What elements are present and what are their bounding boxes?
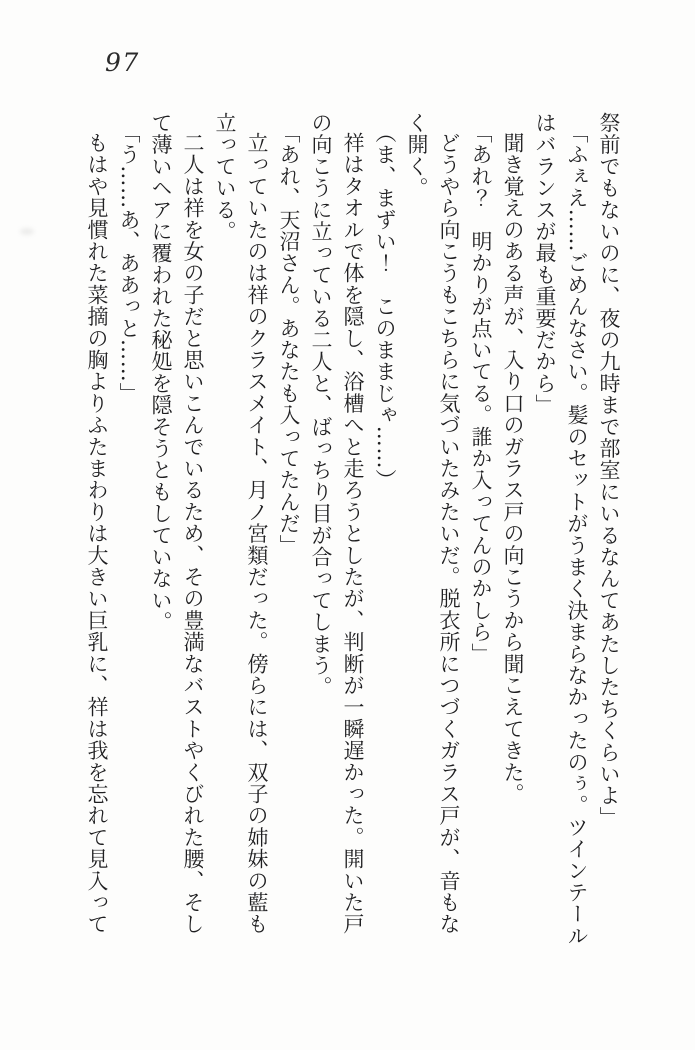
page-number: 97 [105, 48, 140, 77]
scan-smudge [20, 228, 34, 235]
text-line: もはや見慣れた菜摘の胸よりふたまわりは大きい巨乳に、祥は我を忘れて見入って [85, 132, 109, 935]
vertical-text-block [80, 112, 625, 957]
text-line: 「あれ、天沼さん。あなたも入ってたんだ」 [277, 122, 301, 556]
text-line: どうやら向こうもこちらに気づいたみたいだ。脱衣所につづくガラス戸が、音もな [437, 132, 461, 935]
text-line: 二人は祥を女の子だと思いこんでいるため、その豊満なバストやくびれた腰、そし [181, 132, 205, 935]
text-line: 立っている。 [213, 112, 237, 243]
text-line: 「ふぇえ……ごめんなさい。髪のセットがうまく決まらなかったのぅ。ツインテール [565, 122, 589, 947]
text-line: 立っていたのは祥のクラスメイト、月ノ宮類だった。傍らには、双子の姉妹の藍も [245, 132, 269, 935]
text-line: の向こうに立っている二人と、ばっちり目が合ってしまう。 [309, 112, 333, 698]
text-line: て薄いヘアに覆われた秘処を隠そうともしていない。 [149, 112, 173, 633]
text-line: 祭前でもないのに、夜の九時まで部室にいるなんてあたしたちくらいよ」 [597, 112, 621, 829]
text-line: はバランスが最も重要だから」 [533, 112, 557, 416]
text-line: く開く。 [405, 112, 429, 199]
text-line: 祥はタオルで体を隠し、浴槽へと走ろうとしたが、判断が一瞬遅かった。開いた戸 [341, 132, 365, 935]
text-line: （ま、まずい！ このままじゃ……） [373, 122, 397, 491]
text-line: 「あれ？ 明かりが点いてる。誰か入ってんのかしら」 [469, 122, 493, 665]
text-line: 聞き覚えのある声が、入り口のガラス戸の向こうから聞こえてきた。 [501, 132, 525, 805]
text-line: 「う……あ、ああっと……」 [117, 122, 141, 405]
